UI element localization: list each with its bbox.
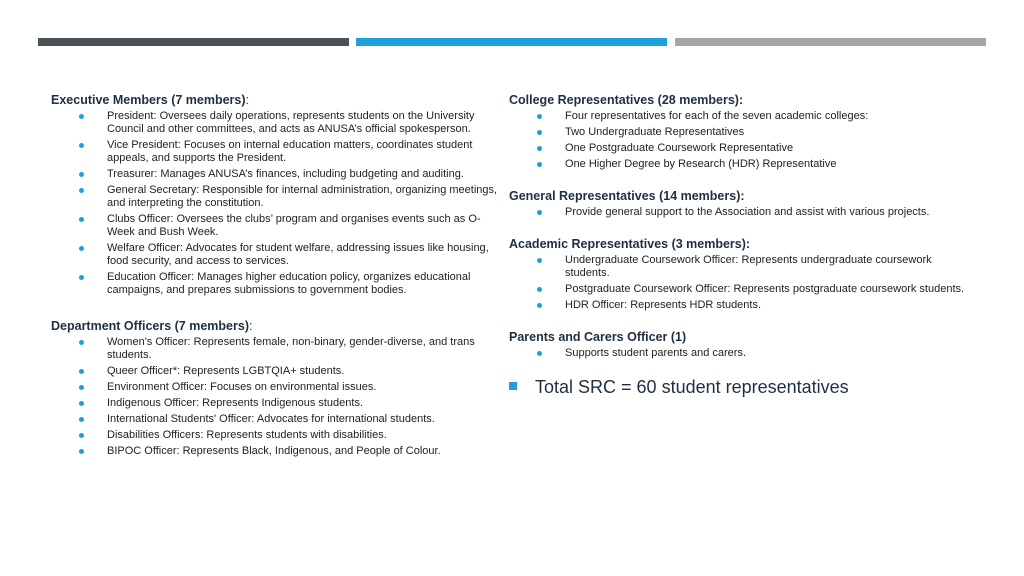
left-column: [51, 92, 501, 461]
list-item: Undergraduate Coursework Officer: Represents undergraduate coursework students.: [509, 254, 979, 280]
bullet-icon: [79, 246, 84, 251]
header-bars: [38, 38, 986, 46]
bullet-icon: [79, 275, 84, 280]
executive-list: [51, 110, 501, 297]
bullet-icon: [79, 385, 84, 390]
department-list: [51, 336, 501, 458]
bullet-icon: [79, 369, 84, 374]
college-heading: College Representatives (28 members):: [509, 93, 744, 107]
bullet-icon: [537, 303, 542, 308]
bullet-icon: [79, 172, 84, 177]
list-item: One Postgraduate Coursework Representative: [509, 142, 979, 155]
list-item: Two Undergraduate Representatives: [509, 126, 979, 139]
list-item: Four representatives for each of the seven academic colleges:: [509, 110, 979, 123]
total-text: Total SRC = 60 student representatives: [535, 377, 849, 397]
bullet-icon: [537, 162, 542, 167]
list-item: Supports student parents and carers.: [509, 347, 979, 360]
list-item: Provide general support to the Association and assist with various projects.: [509, 206, 979, 219]
right-column: [509, 92, 979, 398]
list-item: Welfare Officer: Advocates for student welfare, addressing issues like housing, food security, and access to services.: [51, 242, 501, 268]
list-item: General Secretary: Responsible for internal administration, organizing meetings, and interpreting the constitution.: [51, 184, 501, 210]
list-item: Postgraduate Coursework Officer: Represents postgraduate coursework students.: [509, 283, 979, 296]
list-item: Disabilities Officers: Represents students with disabilities.: [51, 429, 501, 442]
list-item: Treasurer: Manages ANUSA’s finances, including budgeting and auditing.: [51, 168, 501, 181]
academic-heading: Academic Representatives (3 members):: [509, 237, 751, 251]
bullet-icon: [79, 217, 84, 222]
department-heading: Department Officers (7 members):: [51, 319, 253, 333]
parents-heading: Parents and Carers Officer (1): [509, 330, 687, 344]
list-item: One Higher Degree by Research (HDR) Representative: [509, 158, 979, 171]
bullet-icon: [537, 287, 542, 292]
list-item: Clubs Officer: Oversees the clubs’ program and organises events such as O-Week and Bush Week.: [51, 213, 501, 239]
college-list: [509, 110, 979, 171]
list-item: Indigenous Officer: Represents Indigenous students.: [51, 397, 501, 410]
bullet-icon: [79, 449, 84, 454]
bullet-icon: [79, 401, 84, 406]
executive-heading: Executive Members (7 members):: [51, 93, 250, 107]
bullet-icon: [537, 210, 542, 215]
square-bullet-icon: [509, 382, 517, 390]
bullet-icon: [79, 340, 84, 345]
general-list: [509, 206, 979, 219]
bullet-icon: [79, 417, 84, 422]
list-item: Education Officer: Manages higher education policy, organizes educational campaigns, and prepares submissions to government bodies.: [51, 271, 501, 297]
general-heading: General Representatives (14 members):: [509, 189, 745, 203]
bullet-icon: [79, 143, 84, 148]
list-item: Environment Officer: Focuses on environmental issues.: [51, 381, 501, 394]
bullet-icon: [537, 258, 542, 263]
bullet-icon: [79, 114, 84, 119]
parents-list: [509, 347, 979, 360]
total-summary: [509, 376, 979, 398]
bullet-icon: [537, 146, 542, 151]
list-item: Women's Officer: Represents female, non-binary, gender-diverse, and trans students.: [51, 336, 501, 362]
bullet-icon: [537, 114, 542, 119]
list-item: HDR Officer: Represents HDR students.: [509, 299, 979, 312]
list-item: Queer Officer*: Represents LGBTQIA+ students.: [51, 365, 501, 378]
bullet-icon: [79, 188, 84, 193]
bullet-icon: [79, 433, 84, 438]
bullet-icon: [537, 130, 542, 135]
list-item: Vice President: Focuses on internal education matters, coordinates student appeals, and supports the President.: [51, 139, 501, 165]
list-item: President: Oversees daily operations, represents students on the University Council and other committees, and acts as ANUSA’s official spokesperson.: [51, 110, 501, 136]
list-item: BIPOC Officer: Represents Black, Indigenous, and People of Colour.: [51, 445, 501, 458]
list-item: International Students' Officer: Advocates for international students.: [51, 413, 501, 426]
header-bar-dark: [38, 38, 349, 46]
academic-list: [509, 254, 979, 312]
header-bar-blue: [356, 38, 667, 46]
bullet-icon: [537, 351, 542, 356]
header-bar-gray: [675, 38, 986, 46]
